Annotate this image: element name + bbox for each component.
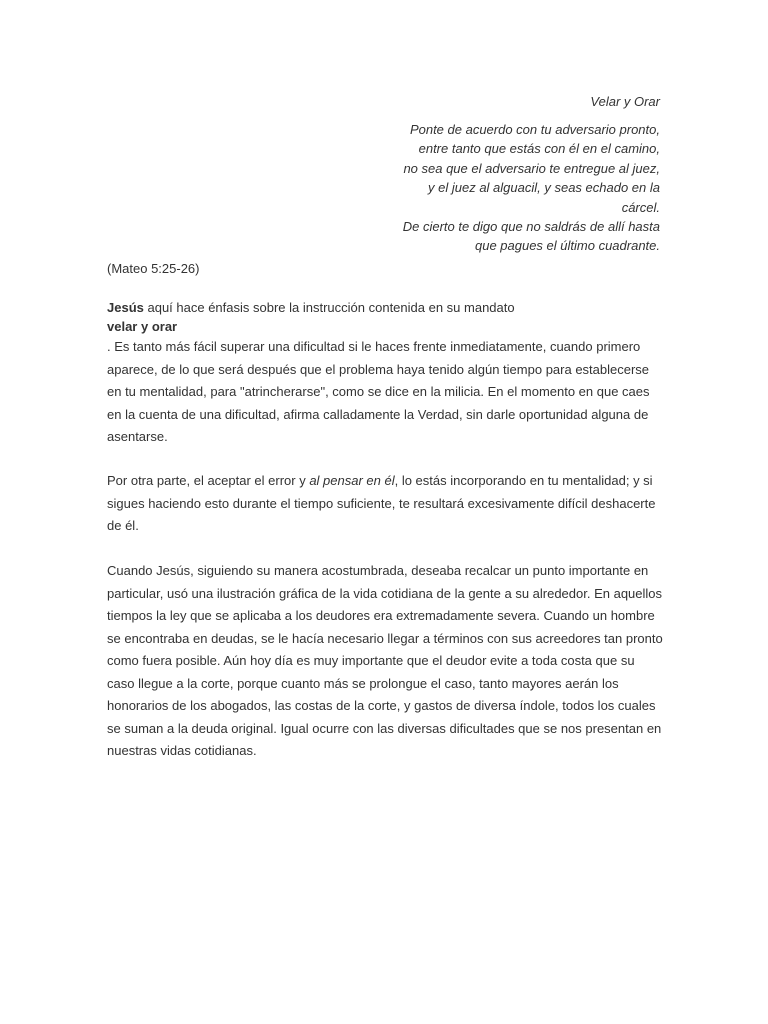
paragraph-text: . Es tanto más fácil superar una dificultad si le haces frente inmediatamente, cuando primero aparece, de lo que será después que el problema haya tenido algún tiempo para establecerse en tu mentalidad, para "atrincherarse", como se dice en la milicia. En el momento en que caes en la cuenta de una dificultad, afirma calladamente la Verdad, sin darle oportunidad alguna de asentarse. (107, 339, 650, 444)
epigraph-line: Ponte de acuerdo con tu adversario pronto, (409, 122, 660, 137)
epigraph-line: De cierto te digo que no saldrás de allí hasta (402, 219, 660, 235)
paragraph-text-before: Por otra parte, el aceptar el error y (107, 473, 310, 488)
epigraph-line: cárcel. (621, 199, 660, 215)
document-title: Velar y Orar (590, 94, 660, 109)
epigraph-line: y el juez al alguacil, y seas echado en la (428, 180, 660, 196)
intro-bold-command: velar y orar (107, 319, 178, 334)
epigraph-line: que pagues el último cuadrante. (474, 238, 660, 254)
paragraph-text-after: , lo estás incorporando en tu mentalidad; y si sigues haciendo esto durante el tiempo suficiente, te resultará excesivamente difícil deshacerte de él. (107, 473, 656, 533)
epigraph-line: no sea que el adversario te entregue al juez, (403, 160, 660, 176)
intro-paragraph (107, 298, 662, 336)
paragraph-emphasis: al pensar en él (309, 473, 395, 488)
body-paragraph-3 (107, 560, 665, 763)
paragraph-text (107, 470, 665, 538)
intro-bold-name: Jesús (107, 300, 144, 315)
epigraph-line: entre tanto que estás con él en el camino, (418, 141, 660, 157)
paragraph-text: Cuando Jesús, siguiendo su manera acostumbrada, deseaba recalcar un punto importante en particular, usó una ilustración gráfica de la vida cotidiana de la gente a su alrededor. En aquellos tiempos la ley que se aplicaba a los deudores era extremadamente severa. Cuando un hombre se encontraba en deudas, se le hacía necesario llegar a términos con sus acreedores tan pronto como fuera posible. Aún hoy día es muy importante que el deudor evite a toda costa que su caso llegue a la corte, porque cuanto más se prolongue el caso, tanto mayores aerán los honorarios de los abogados, las costas de la corte, y gastos de diversa índole, todos los cuales se suman a la deuda original. Igual ocurre con las diversas dificultades que se nos presentan en nuestras vidas cotidianas. (107, 563, 663, 758)
body-paragraph-2 (107, 470, 665, 538)
intro-text: aquí hace énfasis sobre la instrucción contenida en su mandato (143, 300, 515, 315)
epigraph-quote (390, 120, 660, 256)
scripture-reference: (Mateo 5:25-26) (107, 261, 200, 276)
body-paragraph-1 (107, 336, 662, 449)
